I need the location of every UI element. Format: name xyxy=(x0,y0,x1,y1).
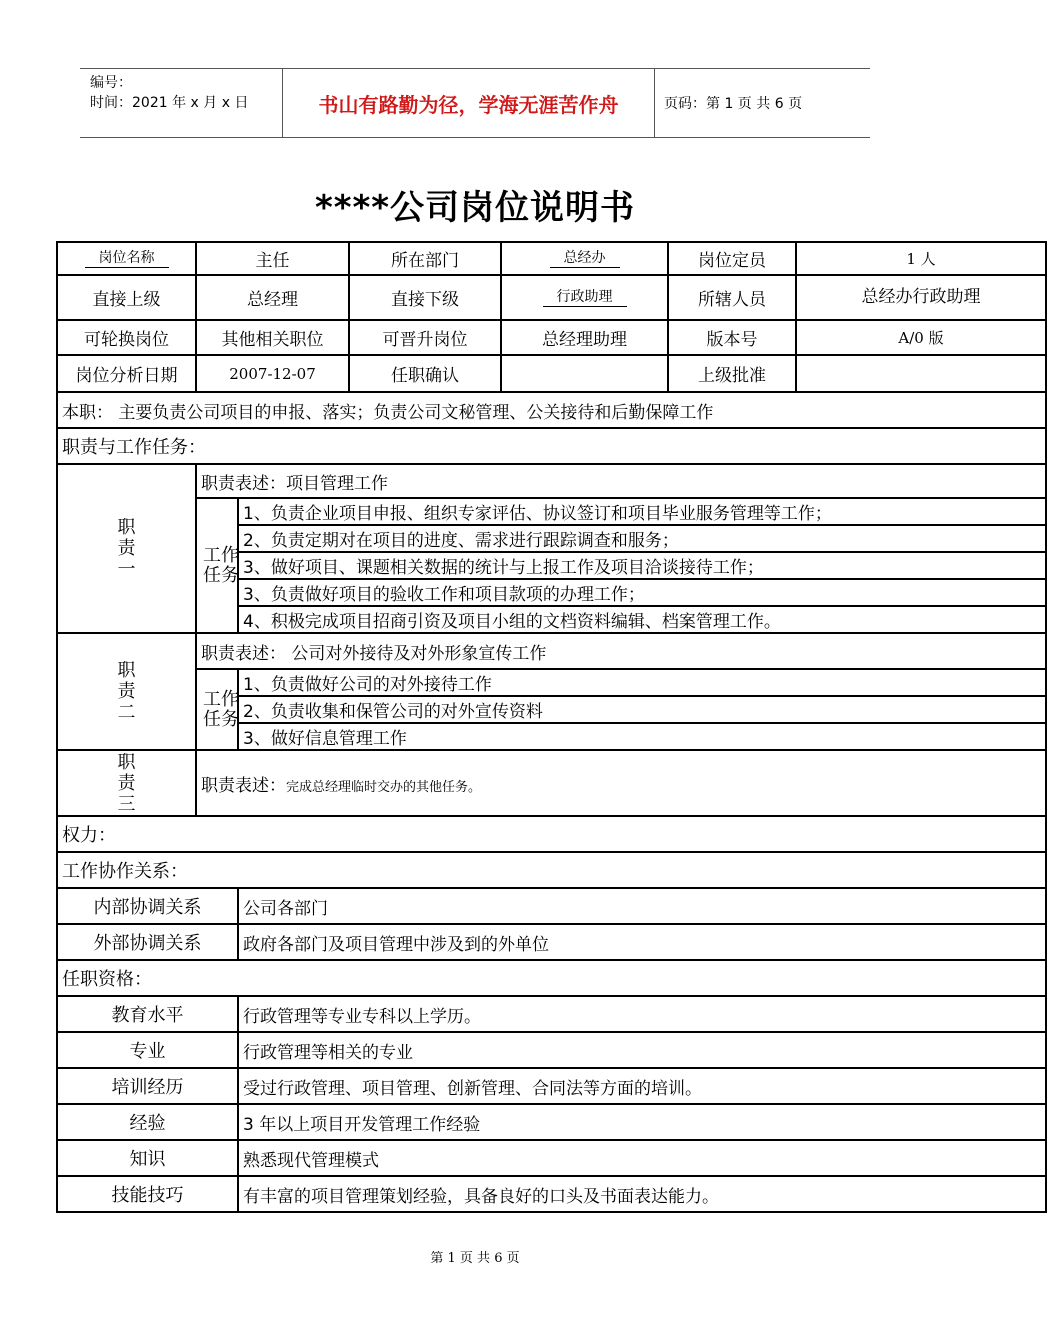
duty1-task-row xyxy=(57,498,1046,525)
info-cell: 1 人 xyxy=(796,242,1046,275)
internal-row xyxy=(57,888,1046,924)
info-cell: A/0 版 xyxy=(796,320,1046,355)
external-label: 外部协调关系 xyxy=(57,924,238,960)
duty3-desc: 职责表述：完成总经理临时交办的其他任务。 xyxy=(196,750,1046,816)
info-cell: 岗位名称 xyxy=(57,242,196,275)
duty1-task: 1、负责企业项目申报、组织专家评估、协议签订和项目毕业服务管理等工作； xyxy=(238,498,1046,525)
duty2-task: 2、负责收集和保管公司的对外宣传资料 xyxy=(238,696,1046,723)
info-cell: 版本号 xyxy=(668,320,796,355)
qualification-value: 行政管理等专业专科以上学历。 xyxy=(238,996,1046,1032)
duty1-task: 2、负责定期对在项目的进度、需求进行跟踪调查和服务； xyxy=(238,525,1046,552)
info-cell: 任职确认 xyxy=(349,355,501,392)
info-cell: 直接上级 xyxy=(57,275,196,320)
info-cell: 2007-12-07 xyxy=(196,355,349,392)
page-footer: 第 1 页 共 6 页 xyxy=(430,1251,520,1266)
info-cell: 岗位分析日期 xyxy=(57,355,196,392)
main-duty-row xyxy=(57,392,1046,428)
info-cell xyxy=(796,355,1046,392)
qualification-value: 行政管理等相关的专业 xyxy=(238,1032,1046,1068)
duty2-tasks-label: 工作任务 xyxy=(196,669,238,750)
external-value: 政府各部门及项目管理中涉及到的外单位 xyxy=(238,924,1046,960)
duty2-task: 1、负责做好公司的对外接待工作 xyxy=(238,669,1046,696)
cooperation-heading: 工作协作关系： xyxy=(57,852,1046,888)
motto: 书山有路勤为径，学海无涯苦作舟 xyxy=(282,69,655,137)
duty2-desc: 职责表述： 公司对外接待及对外形象宣传工作 xyxy=(196,633,1046,669)
info-row-1 xyxy=(57,242,1046,275)
duties-heading: 职责与工作任务： xyxy=(57,428,1046,464)
qualification-row xyxy=(57,1176,1046,1212)
qualification-row xyxy=(57,1104,1046,1140)
info-cell: 总经办 xyxy=(501,242,668,275)
header-meta xyxy=(90,73,248,113)
info-row-2 xyxy=(57,275,1046,320)
duty1-task: 4、积极完成项目招商引资及项目小组的文档资料编辑、档案管理工作。 xyxy=(238,606,1046,633)
info-cell: 可轮换岗位 xyxy=(57,320,196,355)
duty3-label: 职责三 xyxy=(57,750,196,816)
info-cell: 所辖人员 xyxy=(668,275,796,320)
qualification-heading-row xyxy=(57,960,1046,996)
time-label: 时间：2021 年 x 月 x 日 xyxy=(90,95,249,111)
qualification-label: 教育水平 xyxy=(57,996,238,1032)
external-row xyxy=(57,924,1046,960)
info-cell xyxy=(501,355,668,392)
info-row-3 xyxy=(57,320,1046,355)
internal-value: 公司各部门 xyxy=(238,888,1046,924)
info-cell: 岗位定员 xyxy=(668,242,796,275)
info-cell: 上级批准 xyxy=(668,355,796,392)
page-info: 页码：第 1 页 共 6 页 xyxy=(664,96,803,112)
main-duty: 本职： 主要负责公司项目的申报、落实；负责公司文秘管理、公关接待和后勤保障工作 xyxy=(57,392,1046,428)
info-cell: 直接下级 xyxy=(349,275,501,320)
duty1-task: 3、负责做好项目的验收工作和项目款项的办理工作； xyxy=(238,579,1046,606)
qualification-value: 熟悉现代管理模式 xyxy=(238,1140,1046,1176)
qualification-value: 受过行政管理、项目管理、创新管理、合同法等方面的培训。 xyxy=(238,1068,1046,1104)
job-description-table xyxy=(56,241,1047,1213)
duty2-label: 职责二 xyxy=(57,633,196,750)
code-label: 编号： xyxy=(90,75,132,91)
qualification-value: 3 年以上项目开发管理工作经验 xyxy=(238,1104,1046,1140)
qualification-row xyxy=(57,1140,1046,1176)
info-cell: 主任 xyxy=(196,242,349,275)
info-cell: 行政助理 xyxy=(501,275,668,320)
duty3-row xyxy=(57,750,1046,816)
qualification-label: 技能技巧 xyxy=(57,1176,238,1212)
duty2-task-row xyxy=(57,669,1046,696)
duty1-label: 职责一 xyxy=(57,464,196,633)
info-cell: 所在部门 xyxy=(349,242,501,275)
cooperation-heading-row xyxy=(57,852,1046,888)
qualification-heading: 任职资格： xyxy=(57,960,1046,996)
page-header xyxy=(80,68,870,138)
qualification-label: 专业 xyxy=(57,1032,238,1068)
duty2-desc-row xyxy=(57,633,1046,669)
document-title: ****公司岗位说明书 xyxy=(314,188,636,228)
duty2-task: 3、做好信息管理工作 xyxy=(238,723,1046,750)
authority-row xyxy=(57,816,1046,852)
info-cell: 可晋升岗位 xyxy=(349,320,501,355)
qualification-row xyxy=(57,1068,1046,1104)
duty1-desc-row xyxy=(57,464,1046,498)
qualification-label: 知识 xyxy=(57,1140,238,1176)
info-cell: 总经办行政助理 xyxy=(796,275,1046,320)
qualification-label: 经验 xyxy=(57,1104,238,1140)
qualification-row xyxy=(57,1032,1046,1068)
info-cell: 总经理助理 xyxy=(501,320,668,355)
duty1-desc: 职责表述：项目管理工作 xyxy=(196,464,1046,498)
qualification-row xyxy=(57,996,1046,1032)
duties-heading-row xyxy=(57,428,1046,464)
authority-heading: 权力： xyxy=(57,816,1046,852)
info-cell: 其他相关职位 xyxy=(196,320,349,355)
info-row-4 xyxy=(57,355,1046,392)
qualification-value: 有丰富的项目管理策划经验，具备良好的口头及书面表达能力。 xyxy=(238,1176,1046,1212)
qualification-label: 培训经历 xyxy=(57,1068,238,1104)
info-cell: 总经理 xyxy=(196,275,349,320)
duty1-task: 3、做好项目、课题相关数据的统计与上报工作及项目洽谈接待工作； xyxy=(238,552,1046,579)
internal-label: 内部协调关系 xyxy=(57,888,238,924)
duty1-tasks-label: 工作任务 xyxy=(196,498,238,633)
